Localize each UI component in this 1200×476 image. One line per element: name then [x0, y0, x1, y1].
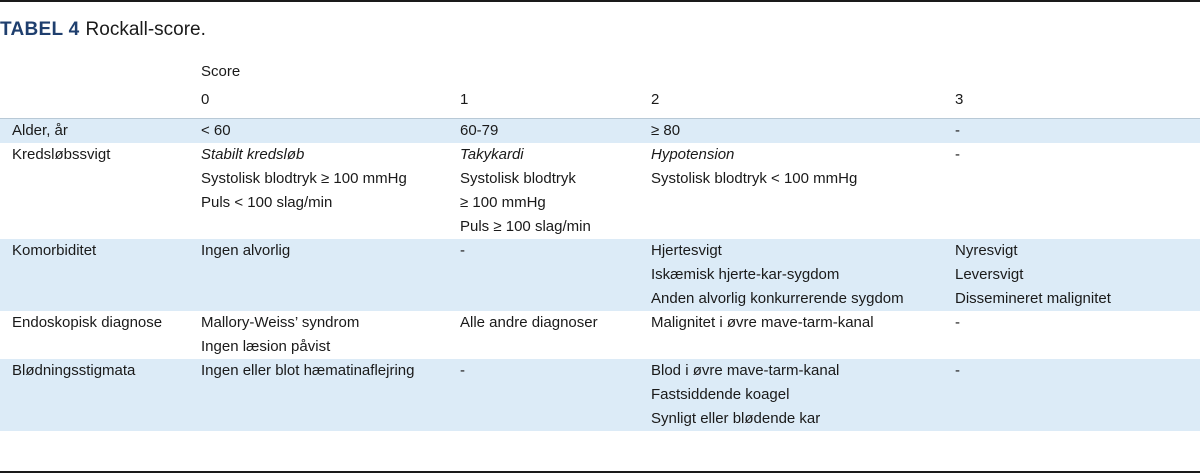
score-header: Score — [201, 63, 241, 80]
cell-score-3 — [943, 119, 1200, 144]
cell-line: Dissemineret malignitet — [955, 290, 1111, 307]
cell-line: ≥ 80 — [651, 122, 681, 139]
table-caption — [0, 18, 206, 42]
cell-score-0 — [189, 239, 448, 311]
bottom-rule — [0, 471, 1200, 473]
table-row-alder — [0, 119, 1200, 144]
cell-line: Mallory-Weiss’ syndrom — [201, 314, 360, 331]
cell-score-1 — [448, 311, 639, 359]
cell-score-1 — [448, 143, 639, 239]
cell-line: Systolisk blodtryk < 100 mmHg — [651, 170, 858, 187]
cell-line: - — [955, 122, 960, 139]
cell-score-0 — [189, 143, 448, 239]
cell-line: - — [955, 314, 960, 331]
cell-score-1 — [448, 359, 639, 431]
cell-score-3 — [943, 143, 1200, 239]
cell-heading: Takykardi — [460, 146, 524, 163]
table-number-label: TABEL 4 — [0, 19, 80, 40]
cell-score-0 — [189, 119, 448, 144]
cell-score-3 — [943, 311, 1200, 359]
cell-line: < 60 — [201, 122, 231, 139]
cell-line: Ingen alvorlig — [201, 242, 291, 259]
score-level-3: 3 — [943, 88, 1200, 119]
cell-line: Synligt eller blødende kar — [651, 410, 821, 427]
cell-score-2 — [639, 311, 943, 359]
rockall-score-table — [0, 60, 1200, 431]
cell-line: Blod i øvre mave-tarm-kanal — [651, 362, 840, 379]
row-label: Blødningsstigmata — [12, 362, 136, 379]
cell-line: Ingen læsion påvist — [201, 338, 331, 355]
score-level-2: 2 — [639, 88, 943, 119]
cell-heading: Stabilt kredsløb — [201, 146, 305, 163]
cell-line: Systolisk blodtryk ≥ 100 mmHg — [201, 170, 407, 187]
table-row-endoskopisk-diagnose — [0, 311, 1200, 359]
cell-line: Systolisk blodtryk — [460, 170, 576, 187]
cell-line: ≥ 100 mmHg — [460, 194, 546, 211]
cell-line: Leversvigt — [955, 266, 1024, 283]
row-label: Alder, år — [12, 122, 68, 139]
cell-score-1 — [448, 239, 639, 311]
cell-line: - — [460, 362, 465, 379]
cell-line: - — [460, 242, 465, 259]
cell-line: Nyresvigt — [955, 242, 1018, 259]
cell-line: Malignitet i øvre mave-tarm-kanal — [651, 314, 874, 331]
cell-line: 60-79 — [460, 122, 499, 139]
table-row-kredsloebssvigt — [0, 143, 1200, 239]
top-rule — [0, 0, 1200, 2]
cell-line: Hjertesvigt — [651, 242, 722, 259]
score-level-1: 1 — [448, 88, 639, 119]
cell-score-2 — [639, 119, 943, 144]
cell-score-0 — [189, 359, 448, 431]
table-title: Rockall-score. — [85, 19, 206, 40]
cell-line: Alle andre diagnoser — [460, 314, 598, 331]
cell-line: - — [955, 362, 960, 379]
cell-score-0 — [189, 311, 448, 359]
row-label: Kredsløbssvigt — [12, 146, 111, 163]
header-empty-cell — [0, 88, 189, 119]
cell-line: Iskæmisk hjerte-kar-sygdom — [651, 266, 840, 283]
cell-score-3 — [943, 239, 1200, 311]
cell-score-2 — [639, 359, 943, 431]
table-row-komorbiditet — [0, 239, 1200, 311]
table-row-bloedningsstigmata — [0, 359, 1200, 431]
cell-line: Ingen eller blot hæmatinaflejring — [201, 362, 415, 379]
cell-score-3 — [943, 359, 1200, 431]
cell-line: Puls < 100 slag/min — [201, 194, 333, 211]
cell-line: - — [955, 146, 960, 163]
cell-score-1 — [448, 119, 639, 144]
cell-line: Fastsiddende koagel — [651, 386, 790, 403]
cell-heading: Hypotension — [651, 146, 735, 163]
score-level-row — [0, 88, 1200, 119]
cell-score-2 — [639, 239, 943, 311]
score-header-row — [0, 60, 1200, 88]
score-level-0: 0 — [189, 88, 448, 119]
row-label: Endoskopisk diagnose — [12, 314, 163, 331]
cell-score-2 — [639, 143, 943, 239]
row-label: Komorbiditet — [12, 242, 97, 259]
cell-line: Puls ≥ 100 slag/min — [460, 218, 591, 235]
header-empty-cell — [0, 60, 189, 88]
cell-line: Anden alvorlig konkurrerende sygdom — [651, 290, 904, 307]
